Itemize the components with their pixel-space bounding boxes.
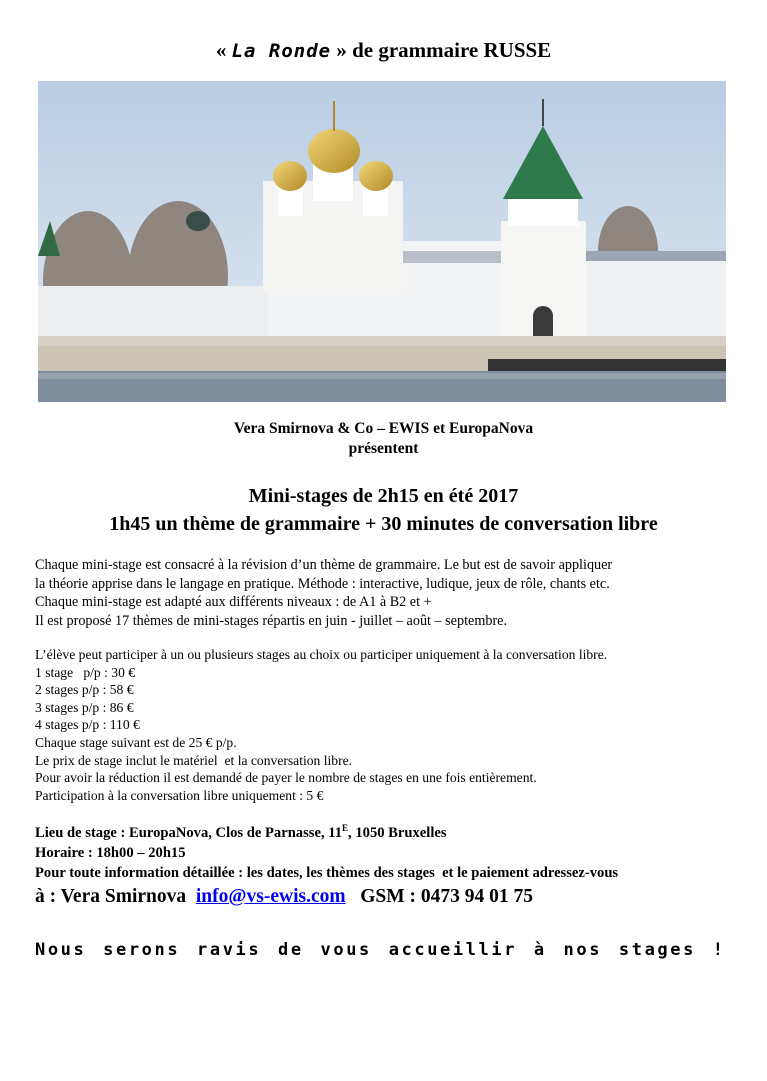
pricing-line: Le prix de stage inclut le matériel et la conversation libre. <box>35 752 353 768</box>
contact-section <box>35 818 755 911</box>
monastery-photo <box>38 81 726 402</box>
quote-close: » <box>336 38 347 62</box>
contact-person: à : Vera Smirnova <box>35 885 187 907</box>
intro-line: Chaque mini-stage est consacré à la révision d’un thème de grammaire. Le but est de savoir appliquer <box>35 557 613 573</box>
pricing-line: Pour avoir la réduction il est demandé de payer le nombre de stages en une fois entièrement. <box>35 770 537 786</box>
pricing-line: 2 stages p/p : 58 € <box>35 682 134 698</box>
heading-program: 1h45 un thème de grammaire + 30 minutes de conversation libre <box>109 513 658 535</box>
email-link[interactable]: info@vs-ewis.com <box>195 885 346 907</box>
page-title <box>0 38 767 63</box>
location-text: Lieu de stage : EuropaNova, Clos de Parnasse, 11 <box>35 824 343 841</box>
contact-line <box>35 883 755 911</box>
intro-paragraph <box>35 556 755 630</box>
location-line <box>35 818 755 843</box>
presenters-caption <box>0 419 767 459</box>
intro-line: Il est proposé 17 thèmes de mini-stages répartis en juin - juillet – août – septembre. <box>35 612 508 629</box>
pricing-line: 1 stage p/p : 30 € <box>35 664 136 680</box>
presenters-names: Vera Smirnova & Co – EWIS et EuropaNova <box>233 420 534 437</box>
location-sup: E <box>342 823 349 833</box>
heading-mini-stages: Mini-stages de 2h15 en été 2017 <box>248 485 519 507</box>
phone-number: GSM : 0473 94 01 75 <box>360 885 534 907</box>
pricing-line: L’élève peut participer à un ou plusieurs stages au choix ou participer uniquement à la conversation libre. <box>35 647 608 662</box>
pricing-line: 3 stages p/p : 86 € <box>35 699 134 715</box>
pricing-line: 4 stages p/p : 110 € <box>35 717 140 733</box>
pricing-line: Participation à la conversation libre uniquement : 5 € <box>35 787 324 803</box>
intro-line: Chaque mini-stage est adapté aux différents niveaux : de A1 à B2 et + <box>35 594 432 611</box>
section-headings <box>0 482 767 538</box>
closing-message: Nous serons ravis de vous accueillir à nos stages ! <box>35 940 726 960</box>
location-city: , 1050 Bruxelles <box>348 824 447 841</box>
title-name: La Ronde <box>231 40 332 62</box>
pricing-line: Chaque stage suivant est de 25 € p/p. <box>35 734 237 750</box>
presenters-verb: présentent <box>348 440 419 457</box>
info-line: Pour toute information détaillée : les dates, les thèmes des stages et le paiement adressez-vous <box>35 864 619 881</box>
intro-line: la théorie apprise dans le langage en pratique. Méthode : interactive, ludique, jeux de rôle, chants etc. <box>35 575 610 592</box>
title-rest: de grammaire RUSSE <box>352 38 552 62</box>
schedule-line: Horaire : 18h00 – 20h15 <box>35 844 186 861</box>
quote-open: « <box>215 38 227 62</box>
pricing-section <box>35 646 755 804</box>
